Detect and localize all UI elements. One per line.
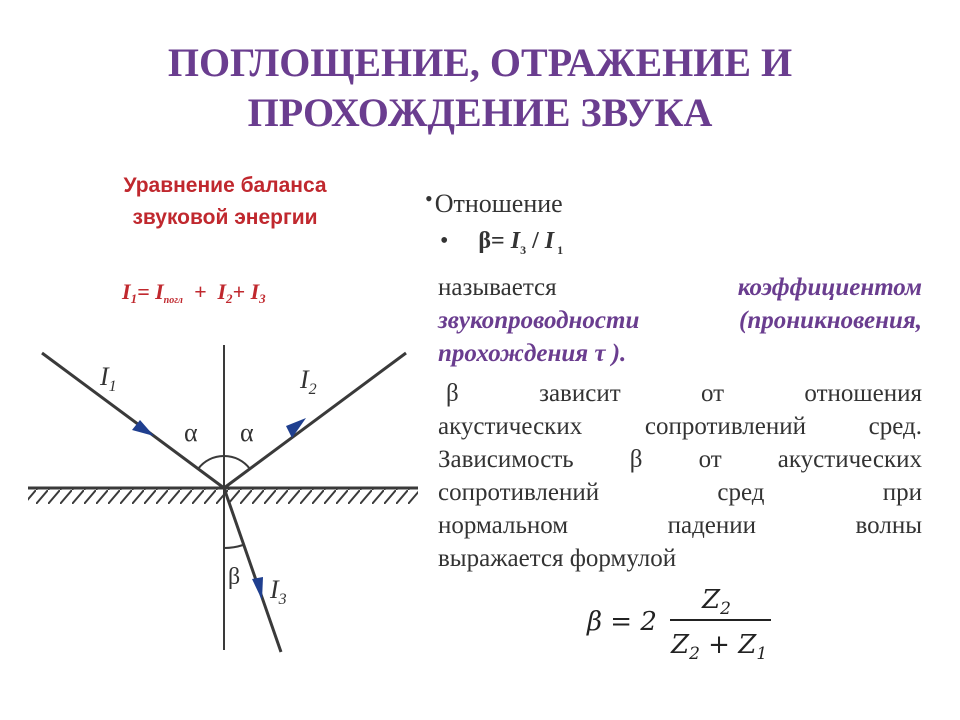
balance-heading-line-1: Уравнение баланса bbox=[123, 174, 327, 197]
para2-line-1: β зависит от отношения bbox=[446, 380, 922, 407]
beta-slash: / bbox=[526, 228, 545, 254]
formula-numerator: $Z_2$ bbox=[702, 585, 731, 619]
para2-line-2: акустических сопротивлений сред. bbox=[438, 413, 922, 440]
dependence-paragraph bbox=[438, 377, 922, 575]
eq-i1: I bbox=[122, 279, 131, 304]
beta-formula bbox=[585, 580, 785, 665]
bullet-ratio-text: Отношение bbox=[434, 189, 563, 218]
angle-arc-left bbox=[198, 456, 224, 469]
eq-i2-sub: 2 bbox=[226, 291, 233, 306]
para1-line-1: называется коэффициентом bbox=[438, 274, 922, 301]
bullet-beta-definition bbox=[440, 228, 563, 258]
para2-line-4: сопротивлений сред при bbox=[438, 479, 922, 506]
balance-equation bbox=[122, 279, 266, 307]
label-alpha-right: α bbox=[240, 418, 254, 447]
balance-heading-line-2: звуковой энергии bbox=[132, 206, 318, 229]
para1-line-2: звукопроводности (проникновения, bbox=[438, 307, 922, 334]
eq-ipogl: I bbox=[155, 279, 164, 304]
slide-title bbox=[0, 38, 960, 138]
coefficient-paragraph bbox=[438, 271, 922, 370]
eq-i2: I bbox=[217, 279, 227, 304]
eq-equals: = bbox=[137, 279, 156, 304]
para2-line-6: выражается формулой bbox=[438, 545, 677, 572]
sound-reflection-diagram bbox=[0, 330, 420, 660]
label-beta: β bbox=[228, 564, 241, 590]
eq-i1-sub: 1 bbox=[130, 291, 138, 306]
para1-line-3: прохождения τ ). bbox=[438, 340, 627, 367]
eq-i3: I bbox=[250, 279, 260, 304]
label-alpha-left: α bbox=[184, 418, 198, 447]
beta-i3-sub: 3 bbox=[520, 242, 527, 257]
beta-i1: I bbox=[544, 228, 555, 254]
eq-plus-1: + bbox=[182, 279, 218, 304]
para2-line-3: Зависимость β от акустических bbox=[438, 446, 922, 473]
beta-i1-sub: 1 bbox=[554, 242, 564, 257]
eq-i3-sub: 3 bbox=[259, 291, 266, 306]
bullet-dot-icon: • bbox=[440, 228, 449, 254]
label-i3: $I_3$ bbox=[270, 575, 287, 608]
eq-ipogl-sub: погл bbox=[163, 295, 183, 306]
title-line-1: ПОГЛОЩЕНИЕ, ОТРАЖЕНИЕ И bbox=[167, 40, 793, 85]
beta-prefix: β= bbox=[478, 228, 511, 254]
bullet-ratio bbox=[425, 186, 563, 219]
surface-hatch bbox=[28, 488, 418, 504]
angle-arc-bottom bbox=[224, 545, 243, 548]
bullet-dot-icon: • bbox=[425, 186, 433, 211]
formula-denominator: $Z_2 + Z_1$ bbox=[671, 630, 768, 664]
formula-lhs: β = 2 bbox=[587, 607, 657, 637]
label-i2: $I_2$ bbox=[300, 365, 317, 398]
angle-arc-right bbox=[224, 456, 250, 469]
label-i1: $I_1$ bbox=[100, 362, 117, 395]
para2-line-5: нормальном падении волны bbox=[438, 512, 922, 539]
beta-i3: I bbox=[510, 228, 521, 254]
transmitted-arrow-icon bbox=[252, 577, 263, 600]
eq-plus-2: + bbox=[232, 279, 251, 304]
balance-heading bbox=[60, 170, 390, 234]
title-line-2: ПРОХОЖДЕНИЕ ЗВУКА bbox=[247, 90, 713, 135]
